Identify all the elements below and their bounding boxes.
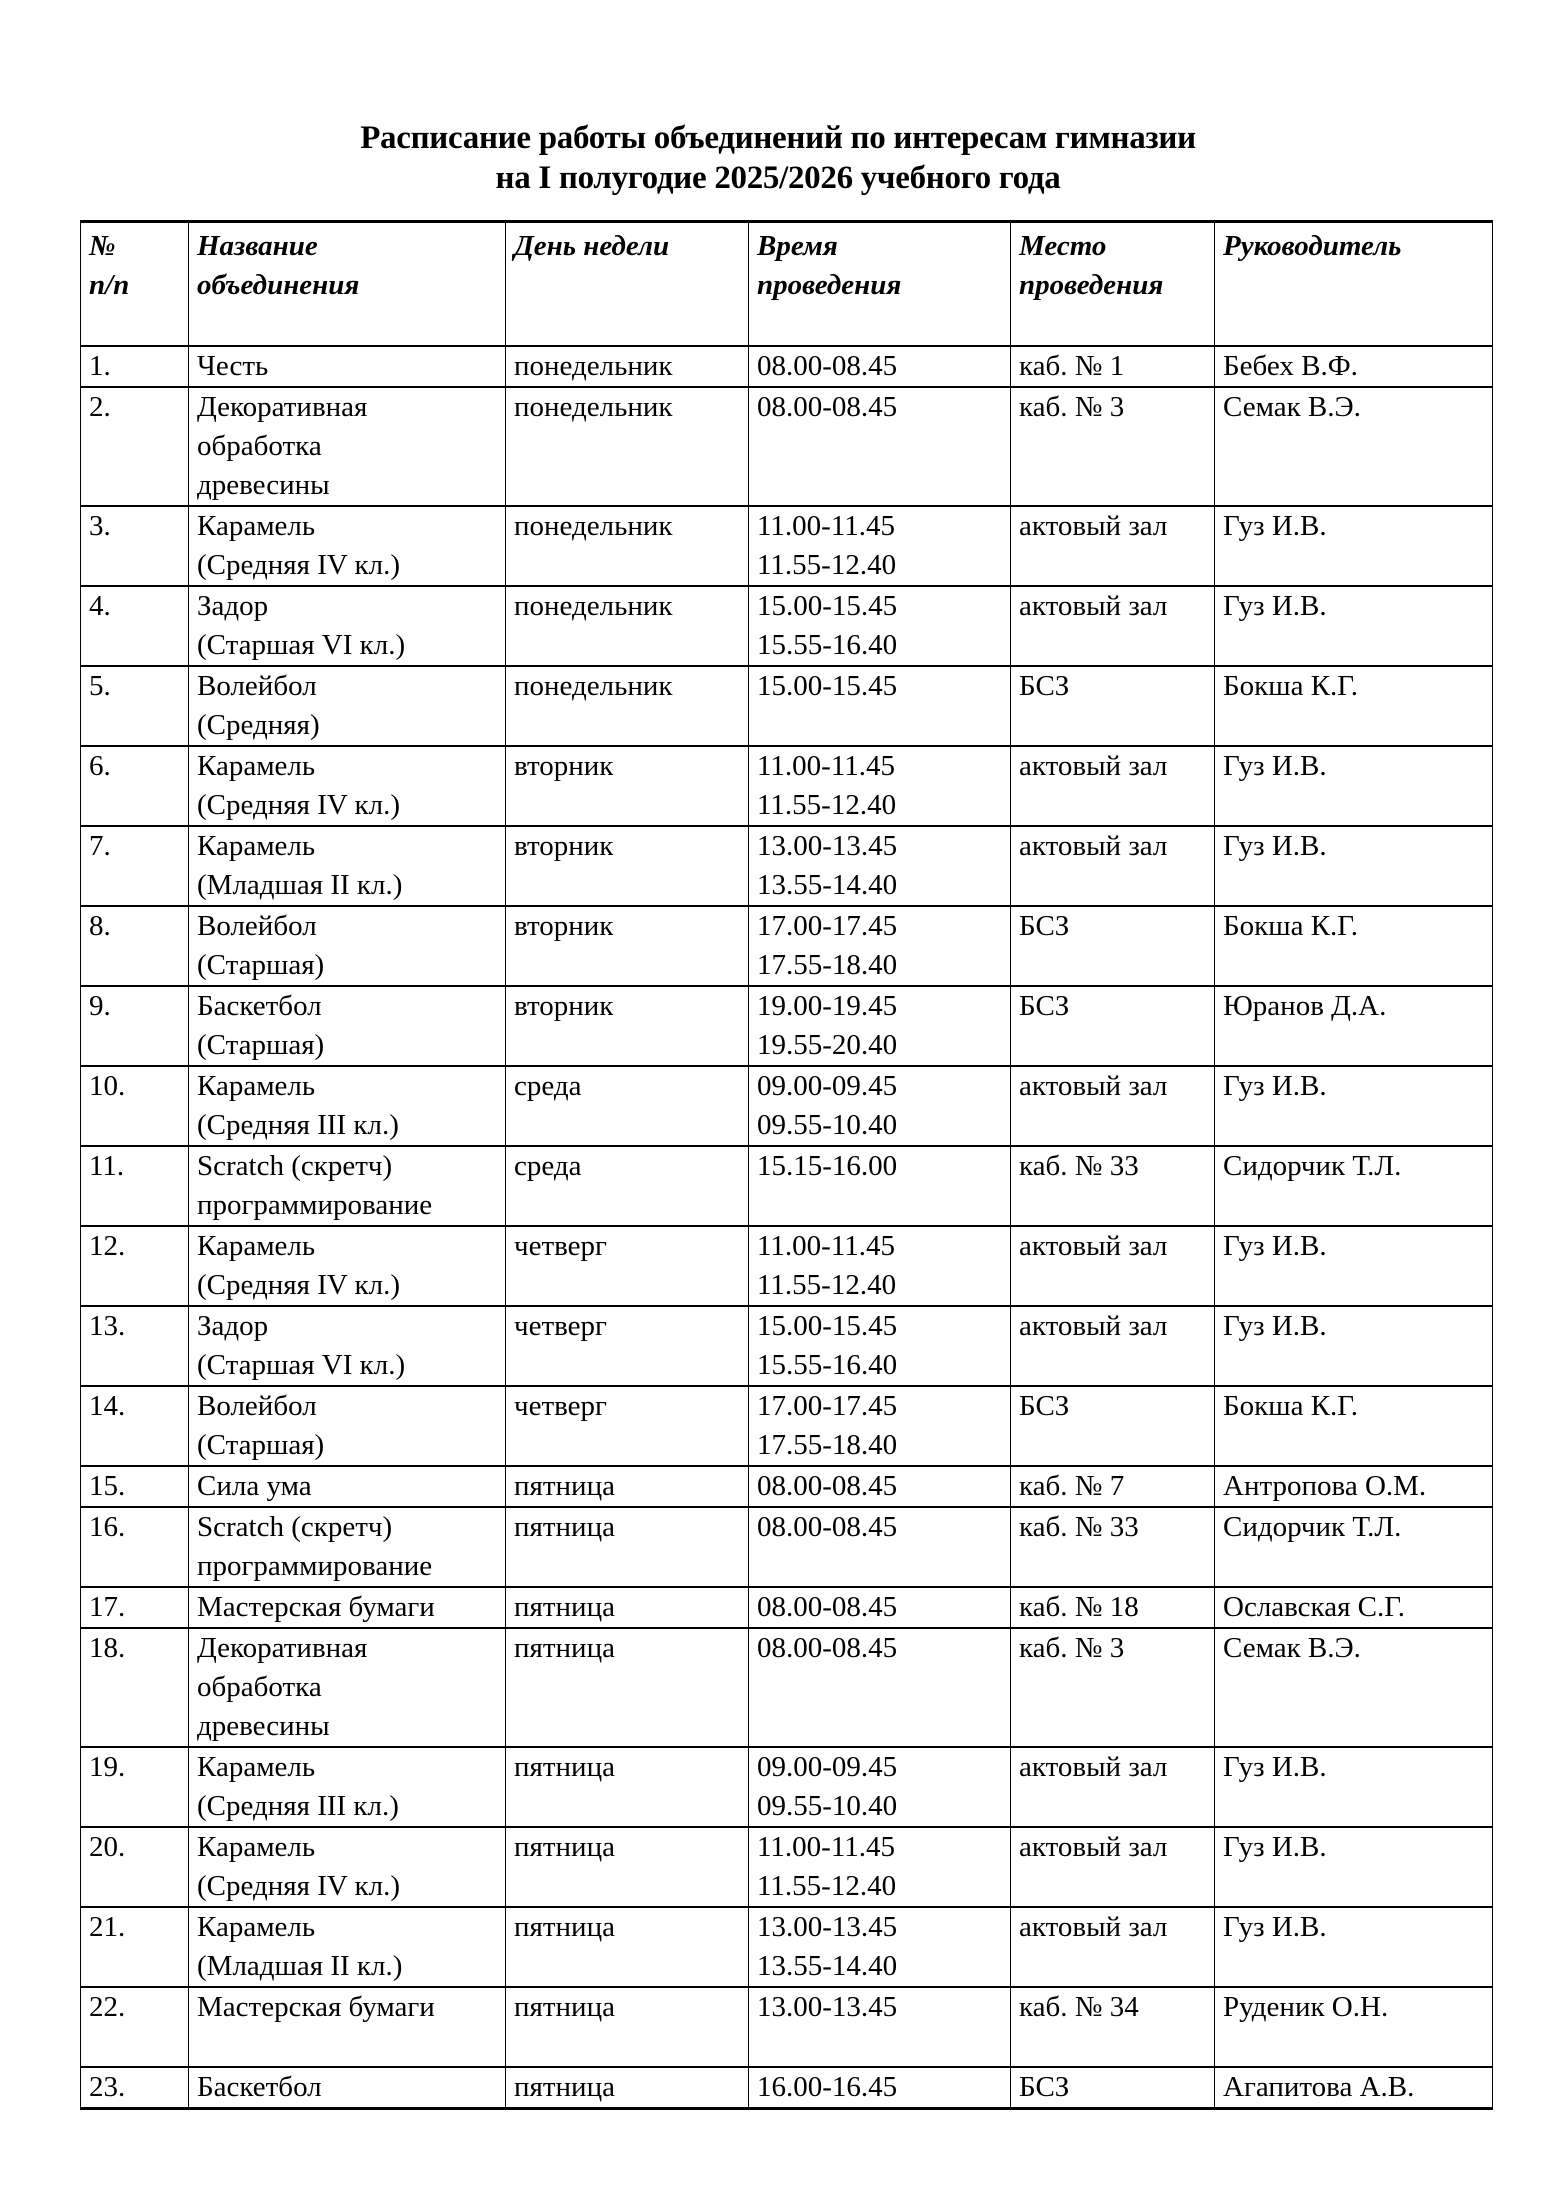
text-line: Задор — [197, 590, 269, 622]
cell-day: четверг — [506, 1386, 749, 1466]
cell-name — [189, 1386, 506, 1466]
cell-day: понедельник — [506, 506, 749, 586]
cell-place: каб. № 33 — [1011, 1507, 1215, 1587]
text-line: 08.00-08.45 — [757, 1470, 898, 1502]
text-line: 13.00-13.45 — [757, 1911, 898, 1943]
header-name — [189, 222, 506, 347]
cell-name — [189, 2067, 506, 2109]
cell-num: 8. — [81, 906, 189, 986]
cell-day: вторник — [506, 826, 749, 906]
cell-day: пятница — [506, 1628, 749, 1747]
cell-name — [189, 1587, 506, 1628]
cell-place: каб. № 33 — [1011, 1146, 1215, 1226]
cell-leader: Антропова О.М. — [1215, 1466, 1493, 1507]
table-row — [81, 1987, 1493, 2067]
cell-day: понедельник — [506, 387, 749, 506]
cell-num: 16. — [81, 1507, 189, 1587]
cell-name — [189, 1907, 506, 1987]
cell-leader: Гуз И.В. — [1215, 826, 1493, 906]
cell-place: БСЗ — [1011, 906, 1215, 986]
cell-name — [189, 1507, 506, 1587]
cell-leader: Гуз И.В. — [1215, 1226, 1493, 1306]
cell-num: 21. — [81, 1907, 189, 1987]
header-time — [749, 222, 1011, 347]
cell-time — [749, 1827, 1011, 1907]
cell-leader: Бокша К.Г. — [1215, 906, 1493, 986]
text-line: 08.00-08.45 — [757, 1511, 898, 1543]
cell-day: пятница — [506, 1587, 749, 1628]
cell-num: 23. — [81, 2067, 189, 2109]
text-line: Карамель — [197, 1751, 316, 1783]
text-line: программирование — [197, 1189, 433, 1221]
text-line: 17.00-17.45 — [757, 1390, 898, 1422]
text-line: обработка — [197, 430, 322, 462]
text-line: 08.00-08.45 — [757, 1632, 898, 1664]
cell-place: актовый зал — [1011, 1226, 1215, 1306]
cell-name — [189, 506, 506, 586]
cell-place: актовый зал — [1011, 1827, 1215, 1907]
text-line: Место — [1019, 230, 1107, 262]
text-line: программирование — [197, 1550, 433, 1582]
table-body — [81, 346, 1493, 2109]
text-line: 15.15-16.00 — [757, 1150, 898, 1182]
cell-place: актовый зал — [1011, 1306, 1215, 1386]
cell-time — [749, 906, 1011, 986]
cell-time — [749, 346, 1011, 387]
table-row — [81, 586, 1493, 666]
cell-leader: Юранов Д.А. — [1215, 986, 1493, 1066]
table-row — [81, 1587, 1493, 1628]
cell-time — [749, 586, 1011, 666]
cell-num: 9. — [81, 986, 189, 1066]
title-line-1: Расписание работы объединений по интересам гимназии — [360, 120, 1196, 156]
cell-time — [749, 1987, 1011, 2067]
cell-leader: Бокша К.Г. — [1215, 1386, 1493, 1466]
cell-day: среда — [506, 1066, 749, 1146]
text-line: День недели — [514, 230, 670, 262]
cell-time — [749, 826, 1011, 906]
text-line: Мастерская бумаги — [197, 1991, 435, 2023]
cell-num: 2. — [81, 387, 189, 506]
cell-time — [749, 1907, 1011, 1987]
cell-place: каб. № 34 — [1011, 1987, 1215, 2067]
cell-name — [189, 666, 506, 746]
text-line: 11.55-12.40 — [757, 1269, 897, 1301]
text-line: (Младшая II кл.) — [197, 1950, 403, 1982]
text-line: Декоративная — [197, 1632, 368, 1664]
text-line: 15.00-15.45 — [757, 670, 898, 702]
text-line: обработка — [197, 1671, 322, 1703]
cell-name — [189, 746, 506, 826]
cell-time — [749, 746, 1011, 826]
text-line: (Средняя IV кл.) — [197, 1870, 400, 1902]
cell-place: актовый зал — [1011, 1907, 1215, 1987]
text-line: 13.55-14.40 — [757, 869, 898, 901]
text-line: Scratch (скретч) — [197, 1511, 393, 1543]
text-line: 17.00-17.45 — [757, 910, 898, 942]
text-line: (Средняя IV кл.) — [197, 1269, 400, 1301]
text-line: 09.55-10.40 — [757, 1790, 898, 1822]
cell-time — [749, 506, 1011, 586]
cell-name — [189, 986, 506, 1066]
text-line: (Старшая) — [197, 949, 325, 981]
cell-num: 4. — [81, 586, 189, 666]
text-line: 19.55-20.40 — [757, 1029, 898, 1061]
text-line: (Средняя) — [197, 709, 320, 741]
cell-leader: Бокша К.Г. — [1215, 666, 1493, 746]
cell-name — [189, 1226, 506, 1306]
cell-leader: Гуз И.В. — [1215, 1747, 1493, 1827]
table-row — [81, 2067, 1493, 2109]
text-line: Карамель — [197, 750, 316, 782]
cell-leader: Руденик О.Н. — [1215, 1987, 1493, 2067]
text-line: 09.00-09.45 — [757, 1070, 898, 1102]
text-line: (Старшая VI кл.) — [197, 629, 406, 661]
schedule-table — [80, 220, 1493, 2110]
cell-time — [749, 1507, 1011, 1587]
text-line: (Средняя III кл.) — [197, 1790, 399, 1822]
cell-day: пятница — [506, 1987, 749, 2067]
cell-time — [749, 1386, 1011, 1466]
cell-num: 6. — [81, 746, 189, 826]
cell-time — [749, 1587, 1011, 1628]
header-place — [1011, 222, 1215, 347]
table-row — [81, 1466, 1493, 1507]
text-line: 11.00-11.45 — [757, 750, 896, 782]
text-line: Честь — [197, 350, 269, 382]
text-line: п/п — [89, 269, 130, 301]
table-row — [81, 666, 1493, 746]
text-line: Scratch (скретч) — [197, 1150, 393, 1182]
cell-place: актовый зал — [1011, 746, 1215, 826]
text-line: 11.55-12.40 — [757, 1870, 897, 1902]
text-line: Название — [197, 230, 318, 262]
text-line: Сила ума — [197, 1470, 312, 1502]
table-row — [81, 387, 1493, 506]
text-line: 11.00-11.45 — [757, 1230, 896, 1262]
text-line: Время — [757, 230, 838, 262]
document-title — [0, 118, 1556, 198]
cell-place: актовый зал — [1011, 586, 1215, 666]
text-line: Задор — [197, 1310, 269, 1342]
header-leader — [1215, 222, 1493, 347]
text-line: № — [89, 230, 116, 262]
cell-place: каб. № 7 — [1011, 1466, 1215, 1507]
cell-place: БСЗ — [1011, 2067, 1215, 2109]
text-line: 11.00-11.45 — [757, 1831, 896, 1863]
cell-name — [189, 1066, 506, 1146]
text-line: Карамель — [197, 1230, 316, 1262]
text-line: 08.00-08.45 — [757, 1591, 898, 1623]
cell-place: актовый зал — [1011, 1747, 1215, 1827]
cell-name — [189, 906, 506, 986]
cell-time — [749, 387, 1011, 506]
text-line: проведения — [757, 269, 902, 301]
text-line: Волейбол — [197, 670, 317, 702]
table-row — [81, 746, 1493, 826]
cell-name — [189, 1827, 506, 1907]
cell-place: каб. № 3 — [1011, 1628, 1215, 1747]
cell-name — [189, 1466, 506, 1507]
cell-day: вторник — [506, 986, 749, 1066]
table-row — [81, 1827, 1493, 1907]
cell-name — [189, 826, 506, 906]
cell-num: 18. — [81, 1628, 189, 1747]
cell-num: 19. — [81, 1747, 189, 1827]
cell-num: 12. — [81, 1226, 189, 1306]
text-line: 11.00-11.45 — [757, 510, 896, 542]
cell-day: пятница — [506, 1827, 749, 1907]
text-line: Карамель — [197, 510, 316, 542]
cell-time — [749, 986, 1011, 1066]
cell-place: актовый зал — [1011, 826, 1215, 906]
cell-time — [749, 1226, 1011, 1306]
cell-leader: Гуз И.В. — [1215, 746, 1493, 826]
table-row — [81, 1747, 1493, 1827]
cell-leader: Гуз И.В. — [1215, 1306, 1493, 1386]
cell-day: четверг — [506, 1226, 749, 1306]
cell-name — [189, 387, 506, 506]
text-line: 16.00-16.45 — [757, 2071, 898, 2103]
text-line: Карамель — [197, 1831, 316, 1863]
header-row — [81, 222, 1493, 347]
text-line: 13.00-13.45 — [757, 1991, 898, 2023]
cell-leader: Семак В.Э. — [1215, 387, 1493, 506]
text-line: 15.00-15.45 — [757, 590, 898, 622]
text-line — [197, 2027, 501, 2066]
cell-num: 3. — [81, 506, 189, 586]
cell-day: пятница — [506, 1747, 749, 1827]
text-line: 19.00-19.45 — [757, 990, 898, 1022]
cell-day: пятница — [506, 1907, 749, 1987]
text-line: 15.55-16.40 — [757, 629, 898, 661]
cell-name — [189, 1987, 506, 2067]
cell-name — [189, 1747, 506, 1827]
cell-day: понедельник — [506, 346, 749, 387]
cell-leader: Гуз И.В. — [1215, 1907, 1493, 1987]
text-line: Баскетбол — [197, 2071, 322, 2103]
cell-place: БСЗ — [1011, 1386, 1215, 1466]
table-row — [81, 826, 1493, 906]
cell-leader: Бебех В.Ф. — [1215, 346, 1493, 387]
text-line: 13.55-14.40 — [757, 1950, 898, 1982]
cell-day: среда — [506, 1146, 749, 1226]
cell-day: вторник — [506, 746, 749, 826]
table-row — [81, 1507, 1493, 1587]
header-num — [81, 222, 189, 347]
cell-leader: Гуз И.В. — [1215, 506, 1493, 586]
text-line: Мастерская бумаги — [197, 1591, 435, 1623]
cell-day: пятница — [506, 1466, 749, 1507]
text-line: (Старшая) — [197, 1429, 325, 1461]
text-line: 08.00-08.45 — [757, 350, 898, 382]
cell-num: 22. — [81, 1987, 189, 2067]
cell-day: четверг — [506, 1306, 749, 1386]
cell-day: пятница — [506, 1507, 749, 1587]
cell-leader: Гуз И.В. — [1215, 1066, 1493, 1146]
cell-place: каб. № 18 — [1011, 1587, 1215, 1628]
text-line: Волейбол — [197, 910, 317, 942]
cell-time — [749, 1747, 1011, 1827]
text-line: 15.00-15.45 — [757, 1310, 898, 1342]
cell-name — [189, 1628, 506, 1747]
text-line: 08.00-08.45 — [757, 391, 898, 423]
cell-place: каб. № 1 — [1011, 346, 1215, 387]
cell-day: понедельник — [506, 666, 749, 746]
text-line: Карамель — [197, 1911, 316, 1943]
cell-day: вторник — [506, 906, 749, 986]
text-line: 09.00-09.45 — [757, 1751, 898, 1783]
cell-leader: Гуз И.В. — [1215, 586, 1493, 666]
cell-name — [189, 586, 506, 666]
text-line: 15.55-16.40 — [757, 1349, 898, 1381]
cell-time — [749, 666, 1011, 746]
cell-place: каб. № 3 — [1011, 387, 1215, 506]
cell-time — [749, 1146, 1011, 1226]
cell-name — [189, 1146, 506, 1226]
table-row — [81, 906, 1493, 986]
cell-day: пятница — [506, 2067, 749, 2109]
cell-place: БСЗ — [1011, 666, 1215, 746]
table-row — [81, 1386, 1493, 1466]
text-line: Карамель — [197, 830, 316, 862]
cell-leader: Агапитова А.В. — [1215, 2067, 1493, 2109]
text-line: древесины — [197, 469, 330, 501]
title-line-2: на I полугодие 2025/2026 учебного года — [495, 160, 1061, 196]
cell-leader: Гуз И.В. — [1215, 1827, 1493, 1907]
text-line: Руководитель — [1223, 230, 1402, 262]
text-line: Баскетбол — [197, 990, 322, 1022]
text-line: 11.55-12.40 — [757, 789, 897, 821]
text-line: 17.55-18.40 — [757, 1429, 898, 1461]
cell-leader: Семак В.Э. — [1215, 1628, 1493, 1747]
cell-leader: Сидорчик Т.Л. — [1215, 1146, 1493, 1226]
cell-name — [189, 1306, 506, 1386]
cell-time — [749, 1066, 1011, 1146]
text-line: 17.55-18.40 — [757, 949, 898, 981]
table-row — [81, 1146, 1493, 1226]
text-line: Декоративная — [197, 391, 368, 423]
cell-leader: Ославская С.Г. — [1215, 1587, 1493, 1628]
text-line: (Средняя IV кл.) — [197, 549, 400, 581]
table-row — [81, 1306, 1493, 1386]
cell-leader: Сидорчик Т.Л. — [1215, 1507, 1493, 1587]
text-line: 13.00-13.45 — [757, 830, 898, 862]
text-line: (Средняя IV кл.) — [197, 789, 400, 821]
cell-place: актовый зал — [1011, 1066, 1215, 1146]
table-row — [81, 1226, 1493, 1306]
cell-num: 13. — [81, 1306, 189, 1386]
cell-num: 15. — [81, 1466, 189, 1507]
cell-day: понедельник — [506, 586, 749, 666]
text-line: объединения — [197, 269, 360, 301]
cell-name — [189, 346, 506, 387]
cell-time — [749, 2067, 1011, 2109]
text-line: (Младшая II кл.) — [197, 869, 403, 901]
cell-num: 7. — [81, 826, 189, 906]
cell-place: БСЗ — [1011, 986, 1215, 1066]
cell-num: 11. — [81, 1146, 189, 1226]
cell-time — [749, 1628, 1011, 1747]
table-row — [81, 986, 1493, 1066]
text-line: Волейбол — [197, 1390, 317, 1422]
cell-place: актовый зал — [1011, 506, 1215, 586]
cell-num: 1. — [81, 346, 189, 387]
cell-num: 14. — [81, 1386, 189, 1466]
text-line: 09.55-10.40 — [757, 1109, 898, 1141]
text-line: проведения — [1019, 269, 1164, 301]
table-row — [81, 506, 1493, 586]
table-row — [81, 346, 1493, 387]
table-row — [81, 1907, 1493, 1987]
text-line: древесины — [197, 1710, 330, 1742]
header-day — [506, 222, 749, 347]
cell-num: 5. — [81, 666, 189, 746]
table-row — [81, 1066, 1493, 1146]
text-line: Карамель — [197, 1070, 316, 1102]
cell-num: 20. — [81, 1827, 189, 1907]
cell-time — [749, 1466, 1011, 1507]
cell-time — [749, 1306, 1011, 1386]
text-line: (Старшая VI кл.) — [197, 1349, 406, 1381]
table-row — [81, 1628, 1493, 1747]
text-line: (Средняя III кл.) — [197, 1109, 399, 1141]
cell-num: 17. — [81, 1587, 189, 1628]
text-line: (Старшая) — [197, 1029, 325, 1061]
text-line: 11.55-12.40 — [757, 549, 897, 581]
cell-num: 10. — [81, 1066, 189, 1146]
